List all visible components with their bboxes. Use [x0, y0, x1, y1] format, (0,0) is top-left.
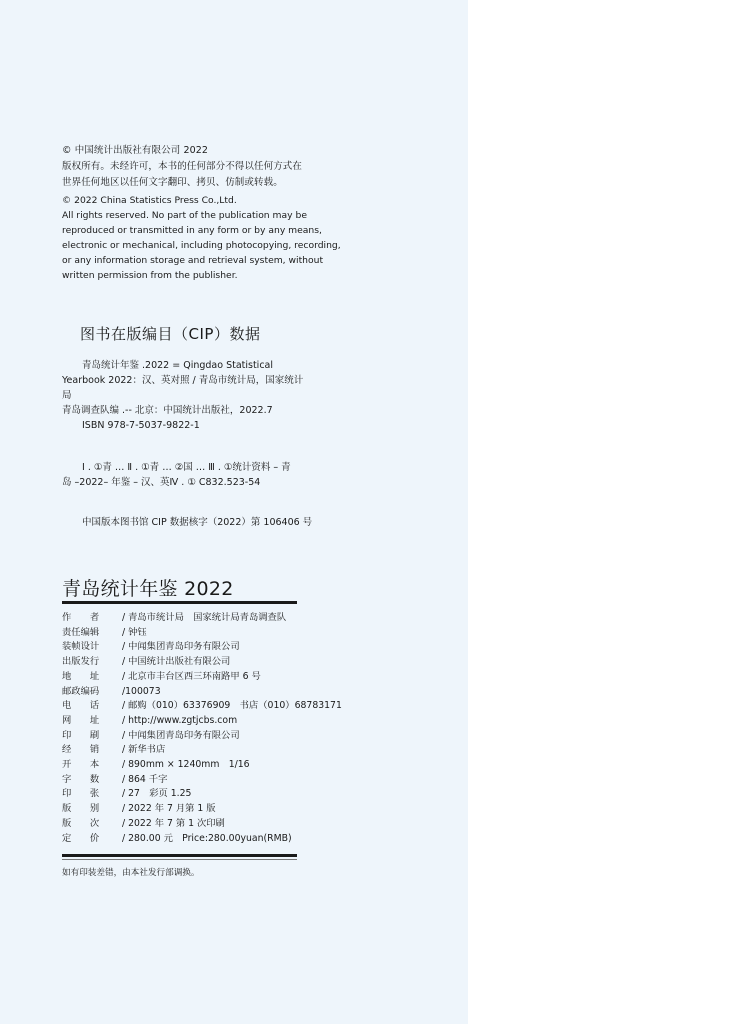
- copyright-cn-line: © 中国统计出版社有限公司 2022: [62, 145, 209, 156]
- detail-key: 出版发行: [62, 656, 100, 668]
- detail-value: / 280.00 元 Price:280.00yuan(RMB): [122, 832, 292, 844]
- copyright-cn: [62, 143, 302, 191]
- copyright-cn-line: 版权所有。未经许可，本书的任何部分不得以任何方式在: [62, 161, 303, 172]
- detail-value: / 邮购（010）63376909 书店（010）68783171: [122, 700, 342, 712]
- detail-row: [62, 685, 322, 700]
- detail-value: / 新华书店: [122, 744, 166, 756]
- detail-value: / 中闻集团青岛印务有限公司: [122, 641, 240, 653]
- detail-row: [62, 611, 322, 626]
- copyright-en-line: electronic or mechanical, including photocopying, recording,: [62, 240, 341, 251]
- detail-key: 作 者: [62, 612, 100, 623]
- detail-row: [62, 758, 322, 773]
- detail-key: 经 销: [62, 744, 100, 756]
- cip-block: [62, 358, 312, 433]
- copyright-en-line: All rights reserved. No part of the publication may be: [62, 210, 307, 221]
- detail-key: 印 刷: [62, 729, 100, 741]
- copyright-en-line: © 2022 China Statistics Press Co.,Ltd.: [62, 195, 237, 206]
- detail-row: [62, 773, 322, 788]
- detail-row: [62, 714, 322, 729]
- detail-key: 责任编辑: [62, 626, 100, 638]
- detail-value: / http://www.zgtjcbs.com: [122, 714, 238, 726]
- detail-value: / 2022 年 7 月第 1 版: [122, 803, 216, 815]
- print-error-notice: 如有印装差错，由本社发行部调换。: [62, 868, 200, 878]
- detail-value: / 钟钰: [122, 626, 147, 638]
- detail-value: / 2022 年 7 第 1 次印刷: [122, 817, 225, 829]
- detail-row: [62, 817, 322, 832]
- detail-key: 电 话: [62, 700, 100, 712]
- detail-key: 印 张: [62, 788, 100, 800]
- bottom-rule: [62, 854, 297, 857]
- detail-value: /100073: [122, 685, 161, 697]
- detail-key: 地 址: [62, 670, 100, 682]
- detail-key: 版 别: [62, 803, 100, 815]
- detail-value: / 中闻集团青岛印务有限公司: [122, 729, 240, 741]
- copyright-en-line: or any information storage and retrieval system, without: [62, 255, 324, 266]
- detail-value: / 864 千字: [122, 773, 168, 785]
- detail-value: / 北京市丰台区西三环南路甲 6 号: [122, 670, 261, 682]
- detail-row: [62, 670, 322, 685]
- publication-details: [62, 611, 342, 846]
- cip-line: 青岛调查队编 .-- 北京：中国统计出版社，2022.7: [62, 405, 273, 416]
- cip-classification: [62, 460, 312, 490]
- detail-key: 装帧设计: [62, 641, 100, 653]
- detail-row: [62, 832, 322, 847]
- cip-class-line: 岛 –2022– 年鉴 – 汉、英Ⅳ . ① C832.523-54: [62, 477, 261, 488]
- copyright-en-line: reproduced or transmitted in any form or by any means,: [62, 225, 322, 236]
- detail-value: / 890mm × 1240mm 1/16: [122, 759, 250, 771]
- detail-row: [62, 640, 322, 655]
- cip-line: Yearbook 2022：汉、英对照 / 青岛市统计局，国家统计局: [62, 375, 304, 401]
- detail-value: / 中国统计出版社有限公司: [122, 656, 231, 668]
- cip-record: 中国版本图书馆 CIP 数据核字（2022）第 106406 号: [82, 517, 313, 528]
- detail-row: [62, 802, 322, 817]
- copyright-en: [62, 193, 341, 283]
- bottom-rule-thin: [62, 859, 297, 860]
- detail-key: 版 次: [62, 817, 100, 829]
- detail-row: [62, 699, 342, 714]
- copyright-en-line: written permission from the publisher.: [62, 270, 238, 281]
- detail-value: / 27 彩页 1.25: [122, 788, 192, 800]
- title-rule: [62, 601, 297, 604]
- detail-key: 定 价: [62, 832, 100, 844]
- detail-key: 字 数: [62, 773, 100, 785]
- detail-row: [62, 626, 322, 641]
- detail-row: [62, 743, 322, 758]
- detail-key: 邮政编码: [62, 685, 100, 697]
- detail-row: [62, 729, 322, 744]
- detail-value: / 青岛市统计局 国家统计局青岛调查队: [122, 612, 287, 623]
- cip-heading: 图书在版编目（CIP）数据: [80, 325, 261, 343]
- detail-key: 网 址: [62, 714, 100, 726]
- cip-line: 青岛统计年鉴 .2022 = Qingdao Statistical: [82, 360, 274, 371]
- detail-key: 开 本: [62, 759, 100, 771]
- copyright-cn-line: 世界任何地区以任何文字翻印、拷贝、仿制或转载。: [62, 177, 283, 188]
- cip-isbn: ISBN 978-7-5037-9822-1: [82, 420, 200, 431]
- book-title: 青岛统计年鉴 2022: [62, 578, 234, 600]
- detail-row: [62, 655, 322, 670]
- cip-class-line: Ⅰ . ①青 … Ⅱ . ①青 … ②国 … Ⅲ . ①统计资料 – 青: [82, 462, 291, 473]
- detail-row: [62, 787, 322, 802]
